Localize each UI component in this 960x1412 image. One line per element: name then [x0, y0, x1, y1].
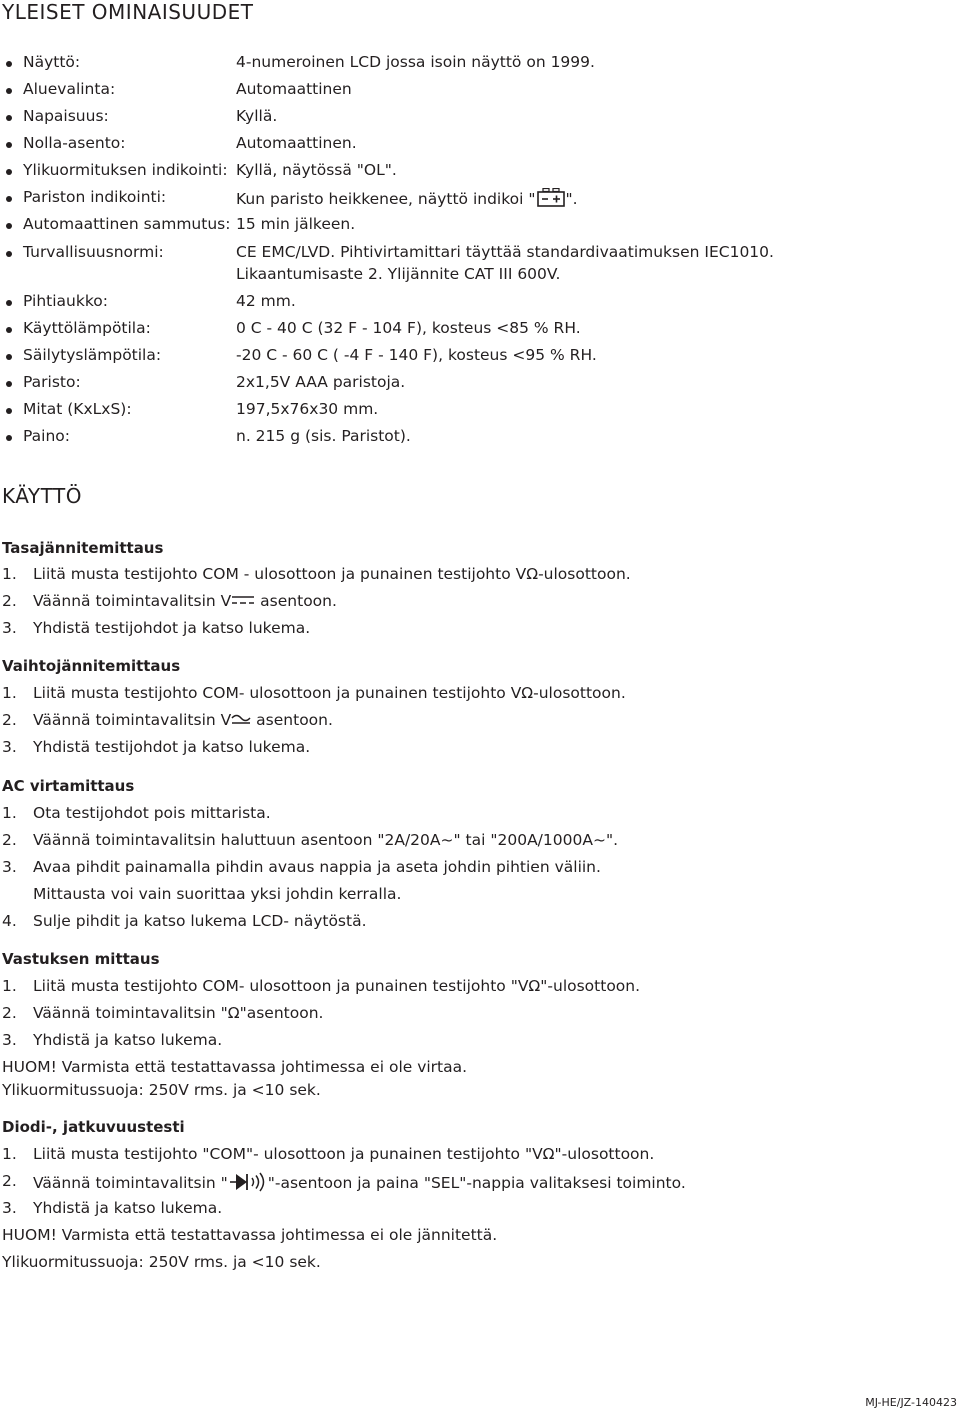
spec-value: CE EMC/LVD. Pihtivirtamittari täyttää standardivaatimuksen IEC1010. [236, 243, 774, 261]
spec-label: Pariston indikointi: [23, 188, 167, 206]
section-title-general: YLEISET OMINAISUUDET [2, 0, 254, 24]
step-number: 1. [2, 565, 17, 583]
subsection-heading-resistance: Vastuksen mittaus [2, 950, 160, 968]
spec-value: Kyllä, näytössä "OL". [236, 161, 397, 179]
spec-value: 197,5x76x30 mm. [236, 400, 379, 418]
bullet [6, 196, 12, 202]
diode-continuity-icon [228, 1172, 268, 1192]
step-text-start: Väännä toimintavalitsin " [33, 1174, 228, 1192]
spec-value: Kyllä. [236, 107, 278, 125]
step-text [33, 711, 333, 729]
step-number: 2. [2, 1004, 17, 1022]
step-number: 3. [2, 1199, 17, 1217]
spec-label: Paristo: [23, 373, 81, 391]
bullet [6, 435, 12, 441]
step-text: Liitä musta testijohto "COM"- ulosottoon ja punainen testijohto "VΩ"-ulosottoon. [33, 1145, 655, 1163]
step-number: 2. [2, 592, 17, 610]
step-text-start: Väännä toimintavalitsin V [33, 711, 232, 729]
step-number: 2. [2, 1172, 17, 1190]
spec-value: Automaattinen. [236, 134, 357, 152]
bullet [6, 223, 12, 229]
step-number: 1. [2, 977, 17, 995]
subsection-heading-diode: Diodi-, jatkuvuustesti [2, 1118, 185, 1136]
step-text: Yhdistä testijohdot ja katso lukema. [33, 619, 311, 637]
bullet [6, 327, 12, 333]
battery-icon [537, 188, 565, 208]
step-number: 3. [2, 858, 17, 876]
step-text: Liitä musta testijohto COM- ulosottoon ja punainen testijohto "VΩ"-ulosottoon. [33, 977, 641, 995]
step-number: 3. [2, 1031, 17, 1049]
step-text-end: asentoon. [251, 711, 333, 729]
step-text: Sulje pihdit ja katso lukema LCD- näytöstä. [33, 912, 367, 930]
bullet [6, 88, 12, 94]
step-text: Väännä toimintavalitsin haluttuun asentoon "2A/20A~" tai "200A/1000A~". [33, 831, 618, 849]
step-text-continuation: Mittausta voi vain suorittaa yksi johdin kerralla. [33, 885, 402, 903]
step-number: 1. [2, 804, 17, 822]
step-number: 2. [2, 831, 17, 849]
subsection-heading-ac: Vaihtojännitemittaus [2, 657, 181, 675]
spec-label: Pihtiaukko: [23, 292, 108, 310]
bullet [6, 354, 12, 360]
step-text [33, 1172, 686, 1192]
spec-label: Napaisuus: [23, 107, 109, 125]
bullet [6, 251, 12, 257]
section-title-usage: KÄYTTÖ [2, 484, 82, 508]
document-code: MJ-HE/JZ-140423 [865, 1396, 957, 1409]
subsection-heading-dc: Tasajännitemittaus [2, 539, 164, 557]
spec-label: Näyttö: [23, 53, 81, 71]
spec-value [236, 188, 578, 208]
step-text-end: "-asentoon ja paina "SEL"-nappia valitaksesi toiminto. [267, 1174, 686, 1192]
step-number: 1. [2, 684, 17, 702]
warning-note: HUOM! Varmista että testattavassa johtimessa ei ole virtaa. [2, 1058, 468, 1076]
step-text: Yhdistä ja katso lukema. [33, 1031, 223, 1049]
spec-value: n. 215 g (sis. Paristot). [236, 427, 411, 445]
step-text: Yhdistä testijohdot ja katso lukema. [33, 738, 311, 756]
step-number: 4. [2, 912, 17, 930]
overload-note: Ylikuormitussuoja: 250V rms. ja <10 sek. [2, 1253, 321, 1271]
bullet [6, 142, 12, 148]
spec-label: Turvallisuusnormi: [23, 243, 164, 261]
step-number: 3. [2, 619, 17, 637]
step-text-end: asentoon. [255, 592, 337, 610]
spec-label: Säilytyslämpötila: [23, 346, 162, 364]
step-text: Avaa pihdit painamalla pihdin avaus nappia ja aseta johdin pihtien väliin. [33, 858, 601, 876]
spec-label: Käyttölämpötila: [23, 319, 151, 337]
spec-value: 4-numeroinen LCD jossa isoin näyttö on 1999. [236, 53, 595, 71]
spec-label: Aluevalinta: [23, 80, 116, 98]
spec-value-text: Kun paristo heikkenee, näyttö indikoi " [236, 190, 536, 208]
spec-label: Automaattinen sammutus: [23, 215, 231, 233]
step-number: 1. [2, 1145, 17, 1163]
bullet [6, 381, 12, 387]
bullet [6, 169, 12, 175]
step-text: Väännä toimintavalitsin "Ω"asentoon. [33, 1004, 324, 1022]
step-number: 2. [2, 711, 17, 729]
step-text: Liitä musta testijohto COM- ulosottoon ja punainen testijohto VΩ-ulosottoon. [33, 684, 626, 702]
step-text: Liitä musta testijohto COM - ulosottoon ja punainen testijohto VΩ-ulosottoon. [33, 565, 631, 583]
spec-value: 15 min jälkeen. [236, 215, 356, 233]
step-text: Ota testijohdot pois mittarista. [33, 804, 271, 822]
overload-note: Ylikuormitussuoja: 250V rms. ja <10 sek. [2, 1081, 321, 1099]
spec-value: -20 C - 60 C ( -4 F - 140 F), kosteus <95 % RH. [236, 346, 597, 364]
spec-value-text-end: ". [565, 190, 578, 208]
ac-symbol-icon [231, 712, 251, 726]
step-text-start: Väännä toimintavalitsin V [33, 592, 232, 610]
spec-value: 2x1,5V AAA paristoja. [236, 373, 406, 391]
spec-label: Nolla-asento: [23, 134, 126, 152]
spec-label: Paino: [23, 427, 70, 445]
step-text [33, 592, 337, 610]
dc-symbol-icon [231, 593, 255, 607]
spec-value: 0 C - 40 C (32 F - 104 F), kosteus <85 % RH. [236, 319, 581, 337]
spec-value: Automaattinen [236, 80, 352, 98]
bullet [6, 115, 12, 121]
spec-value-continuation: Likaantumisaste 2. Ylijännite CAT III 600V. [236, 265, 561, 283]
bullet [6, 408, 12, 414]
subsection-heading-ac-current: AC virtamittaus [2, 777, 135, 795]
step-number: 3. [2, 738, 17, 756]
spec-value: 42 mm. [236, 292, 296, 310]
spec-label: Mitat (KxLxS): [23, 400, 132, 418]
bullet [6, 61, 12, 67]
warning-note: HUOM! Varmista että testattavassa johtimessa ei ole jännitettä. [2, 1226, 498, 1244]
spec-label: Ylikuormituksen indikointi: [23, 161, 228, 179]
bullet [6, 300, 12, 306]
step-text: Yhdistä ja katso lukema. [33, 1199, 223, 1217]
